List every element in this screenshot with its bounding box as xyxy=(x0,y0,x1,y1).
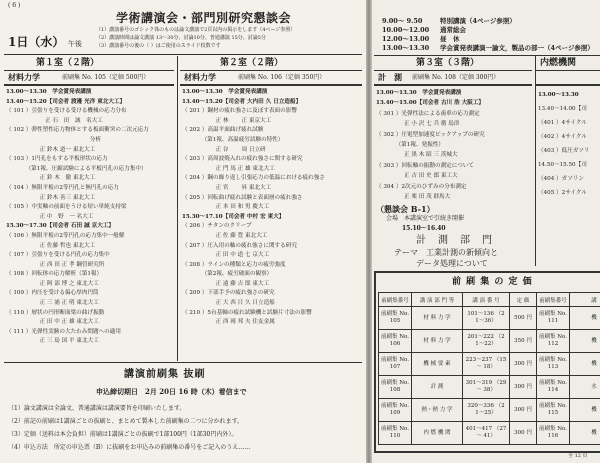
room-4-program xyxy=(538,88,600,200)
column-divider xyxy=(177,56,178,361)
divider xyxy=(374,70,532,71)
program-line: 正 門 馬 正 雄 東北大工 xyxy=(182,165,275,172)
program-line: 正 宮 昇 東北大工 xyxy=(182,184,272,191)
program-line: 分析 xyxy=(6,136,102,143)
footer-notes xyxy=(8,402,362,454)
program-line: （ 107 ）引張りを受ける円孔の応力集中 xyxy=(6,252,110,259)
price-table-cell: 350 円 xyxy=(510,330,537,353)
program-line: 正 中 野 一 名大工 xyxy=(6,213,94,220)
price-table-cell: 前刷集 No. 113 xyxy=(537,353,570,376)
program-line: （ 201 ）鋼材の疲れ強さに及ぼす表面の影響 xyxy=(182,108,297,115)
price-table-cell: 223〜237 （15 〜 18） xyxy=(463,353,510,376)
price-table-header-row xyxy=(379,293,600,307)
price-table-cell: 内 燃 機 関 xyxy=(412,422,463,445)
schedule-row xyxy=(382,17,598,26)
price-table-cell: 機 xyxy=(570,422,600,445)
price-table-cell: 300 円 xyxy=(510,399,537,422)
program-line: 正 阿 部 博 之 東北大工 xyxy=(6,280,99,287)
schedule-time: 12.00〜13.00 xyxy=(382,35,430,43)
right-page xyxy=(372,0,600,463)
divider xyxy=(536,84,600,86)
price-table-cell: 前刷集 No. 108 xyxy=(379,376,412,399)
price-table-cell: 300 円 xyxy=(510,353,537,376)
program-line: （第1報、発振性） xyxy=(376,141,444,148)
program-line: （405 ）2サイクル xyxy=(538,190,587,196)
divider xyxy=(374,55,600,56)
program-line: 正 西 田 正 孝 鋼管研究所 xyxy=(6,261,105,268)
price-table-cell: 前刷集 No. 115 xyxy=(537,399,570,422)
program-line: 正 佐 藤 豊 東北大工 xyxy=(182,232,268,239)
footer-note: （1）論文講演は全論文、普通講演は講演要旨を印刷いたします。 xyxy=(8,405,186,412)
price-table-cell: 機 xyxy=(570,330,600,353)
price-table-cell: 前刷集 No. 106 xyxy=(379,330,412,353)
program-line: 13.40〜15.20【司会者 大内田 久 日立造船】 xyxy=(182,98,302,105)
program-line: （ 303 ）回転軸の振動の測定について xyxy=(376,162,475,169)
price-table-cell: 前刷集 No. 112 xyxy=(537,330,570,353)
room-3-book: 前刷集 No. 108（定価 300円） xyxy=(412,74,500,81)
program-line: （ 302 ）圧電型加速度ピックアップの研究 xyxy=(376,131,485,138)
program-line: （ 110 ）層状の円形断面梁の曲げ振動 xyxy=(6,309,105,316)
session-date-suffix: 午後 xyxy=(68,40,82,48)
program-line: （ 109 ）内圧を受ける偏心厚肉円筒 xyxy=(6,290,99,297)
seminar-theme-line-2: データ処理について xyxy=(416,259,488,268)
price-table-cell: 材 料 力 学 xyxy=(412,307,463,330)
price-table-cell: 320〜336 （21〜25） xyxy=(463,399,510,422)
program-line: 13.40〜14.00【司 xyxy=(538,106,587,112)
program-line: 15.30〜17.10【司会者 中村 宏 東大】 xyxy=(182,213,285,220)
price-table-cell: 500 円 xyxy=(510,307,537,330)
program-line: 正 吉 田 史 郎 東工大 xyxy=(376,173,458,180)
divider xyxy=(374,84,532,86)
room-2-program xyxy=(182,88,362,328)
notes-block xyxy=(96,26,362,50)
program-line: （ 209 ）下部手予の疲れ強さの研究 xyxy=(182,290,275,297)
price-table-cell: 計 測 xyxy=(412,376,463,399)
program-line: 13.40〜15.20【司会者 渡邊 光洋 東北大工】 xyxy=(6,98,126,105)
price-table-cell: 101〜136 （21〜36） xyxy=(463,307,510,330)
price-table-row xyxy=(379,376,600,399)
program-line: 正 大 西 日 久 日立造船 xyxy=(182,300,275,307)
price-table-cell: 熱・熱 力 学 xyxy=(412,399,463,422)
program-line: （ 104 ）無限平板の2等円孔と無円孔の応力 xyxy=(6,184,119,191)
schedule-time: 9.00〜 9.50 xyxy=(382,17,423,25)
price-table-cell: 機 xyxy=(570,307,600,330)
program-line: 正 鈴 木 徹 東北大工 xyxy=(6,175,96,182)
divider xyxy=(4,70,174,71)
schedule-row xyxy=(382,26,598,35)
program-line: 正 佐藤 哲也 東北大工 xyxy=(6,242,96,249)
program-line: 13.00〜13.30 学会賞発表講演 xyxy=(6,89,92,95)
price-table-cell: 前刷集 No. 105 xyxy=(379,307,412,330)
price-table-cell: 301〜319 （29 〜 38） xyxy=(463,376,510,399)
program-line: （ 207 ）圧入用の軸の疲れ強さに関する研究 xyxy=(182,242,297,249)
program-line: （ 204 ）鋼の繰り返し引張応力の低温における疲れ強さ xyxy=(182,175,325,182)
program-line: （第2報、疲労破面の観察） xyxy=(182,271,273,278)
program-line: 正 鈴木 善三 東北大工 xyxy=(6,194,96,201)
program-line: 正 本 田 和 男 慶大工 xyxy=(182,204,270,211)
program-line: 正 谷 周 日立研 xyxy=(182,146,266,153)
divider xyxy=(4,84,174,86)
program-line: （ 108 ）回転体の応力解析（第1報） xyxy=(6,271,103,278)
schedule-row xyxy=(382,35,598,44)
program-line: （第1報、高温疲労試験の特性） xyxy=(182,136,284,143)
divider xyxy=(180,84,362,86)
seminar-title: （懇談会 B-1） xyxy=(376,204,435,214)
program-line: 15.30〜17.30【司会者 石田 誠 京大工】 xyxy=(6,223,114,230)
program-line: （ 203 ）高周波焼入れの疲れ強さに関する研究 xyxy=(182,156,303,163)
program-line: 13.00〜13.30 学会賞発表講演 xyxy=(182,89,268,95)
price-table-header: 講 xyxy=(570,293,600,307)
price-table-header: 前刷集番号 xyxy=(537,293,570,307)
program-line: 正 三 島 国 平 東北大工 xyxy=(6,338,99,345)
program-line: （403 ）低圧ガソリ xyxy=(538,148,590,154)
program-line: 正 黒 木 昭 三 茨城大 xyxy=(376,152,458,159)
price-table-cell: 機 xyxy=(570,399,600,422)
divider xyxy=(4,362,362,363)
schedule-label: 通常総会 xyxy=(440,26,466,34)
price-table-header: 定 価 xyxy=(510,293,537,307)
schedule-label: 昼 休 xyxy=(440,35,460,43)
program-line: 正 小 沢 七 兵 衛 島津 xyxy=(376,121,460,128)
seminar-room: 会場 本講演室で引続き開催 xyxy=(386,215,465,222)
price-table-cell: 水 xyxy=(570,376,600,399)
room-3-header: 第３室（３階） xyxy=(416,58,480,68)
price-table-header: 前刷集番号 xyxy=(379,293,412,307)
page-footer: 全 12 頁 xyxy=(568,453,588,459)
page-title: 学術講演会・部門別研究懇談会 xyxy=(116,11,292,25)
price-table-cell: 機 xyxy=(570,353,600,376)
program-line: 13.40〜15.00【司会者 古川 浩 大阪工】 xyxy=(376,100,484,107)
program-line: （第1報、圧縮試験による平板円孔の応力集中） xyxy=(6,165,147,172)
room-1-session: 材料力学 xyxy=(8,72,40,82)
note-line: （3）講演番号の後の（ ）はご使用のスライド枚数です xyxy=(96,43,221,49)
price-table-cell: 前刷集 No. 107 xyxy=(379,353,412,376)
price-table-row xyxy=(379,422,600,445)
price-table-cell: 401〜417 （27 〜 41） xyxy=(463,422,510,445)
program-line: （401 ）4サイクル xyxy=(538,120,587,126)
schedule-row xyxy=(382,44,598,53)
program-line: （ 206 ）チタンのクリープ xyxy=(182,223,252,230)
price-table-cell: 前刷集 No. 111 xyxy=(537,307,570,330)
seminar-time: 15.10〜16.40 xyxy=(402,225,446,232)
price-table-row xyxy=(379,307,600,330)
schedule-block xyxy=(382,17,598,53)
program-line: 13.00〜13.30 xyxy=(538,92,579,98)
program-line: 正 田 中 道 七 京大工 xyxy=(182,252,270,259)
seminar-department: 計 測 部 門 xyxy=(416,235,493,246)
divider xyxy=(180,70,362,71)
program-line: （ 202 ）高温平面曲げ疲れ試験 xyxy=(182,127,264,134)
price-table-cell: 前刷集 No. 109 xyxy=(379,399,412,422)
program-line: 正 林 正 東京大工 xyxy=(182,117,272,124)
program-line: （ 106 ）無限平板の2等円孔の応力集中一般解 xyxy=(6,232,125,239)
program-line: 正 鈴木 道一 東北大工 xyxy=(6,146,96,153)
price-table-cell: 機 械 要 素 xyxy=(412,353,463,376)
program-line: （ 105 ）中実軸の前面をうける短い単純支持梁 xyxy=(6,204,127,211)
note-line: （1）講演番号のゴシック体のものは論文講演で2頁以内の掲示をします（4ページ参照） xyxy=(96,27,296,33)
price-table-cell: 材 料 力 学 xyxy=(412,330,463,353)
program-line: （ 205 ）回転曲げ疲れ試験と表面層の疲れ強さ xyxy=(182,194,303,201)
footer-deadline: 申込締切期日 2月 20日 16 時（木）着信まで xyxy=(96,387,247,396)
price-table-row xyxy=(379,353,600,376)
seminar-theme-line-1: テーマ 工業計測の新傾向と xyxy=(394,248,498,257)
price-table-cell: 前刷集 No. 116 xyxy=(537,422,570,445)
program-line: 正 遠 藤 吉 郎 東大工 xyxy=(182,280,270,287)
program-line: 正 三 浦 正 明 東北大工 xyxy=(6,300,99,307)
room-1-book: 前刷集 No. 105（定価 500円） xyxy=(62,74,150,81)
program-line: （ 102 ）弾性塑性応力物体とする板面衝突の二次元応力 xyxy=(6,127,149,134)
price-table-cell: 300 円 xyxy=(510,422,537,445)
price-table-title: 前 刷 集 の 定 価 xyxy=(452,277,533,287)
program-line: 正 西 岡 邦 夫 住友金属 xyxy=(182,319,275,326)
divider xyxy=(536,70,600,71)
room-3-program xyxy=(376,88,532,202)
price-table-cell: 300 円 xyxy=(510,376,537,399)
schedule-time: 10.00〜12.00 xyxy=(382,26,430,34)
schedule-label: 学会賞発表講演一論文，製品の部一（4ページ参照） xyxy=(440,44,594,52)
program-line: （402 ）4サイクル xyxy=(538,134,587,140)
room-3-session: 計 測 xyxy=(378,72,402,82)
footer-heading: 講演前刷集 抜刷 xyxy=(124,369,206,380)
footer-note: （3）定価（送料は本会負担）前刷は1講演ごとの抜刷で1部100円（1部30円内外）。 xyxy=(8,431,238,438)
program-line: （ 208 ）ラインの種類と応力の疲労強度 xyxy=(182,261,286,268)
price-table-cell: 前刷集 No. 114 xyxy=(537,376,570,399)
program-line: （ 103 ）1円孔をもする平板形状の応力 xyxy=(6,156,108,163)
program-line: 13.00〜13.30 学会賞発表講演 xyxy=(376,90,462,96)
program-line: 正 栗 田 茂 群馬大 xyxy=(376,193,451,200)
program-line: （ 111 ）光弾性実験の大たわみ問題への適用 xyxy=(6,328,121,335)
session-date: 1日（水） xyxy=(8,35,65,49)
program-line: （ 101 ）引張りを受ける受ける機械の応力分布 xyxy=(6,108,127,115)
schedule-time: 13.00〜13.30 xyxy=(382,44,430,52)
price-table-cell: 201〜222 （21〜22） xyxy=(463,330,510,353)
price-table xyxy=(378,292,600,445)
program-line: 正 田 中 正 雄 東北大工 xyxy=(6,319,99,326)
price-table-header: 講 演 番 号 xyxy=(463,293,510,307)
page-number: ( 6 ) xyxy=(8,2,21,9)
room-1-program xyxy=(6,88,174,347)
divider xyxy=(4,54,362,55)
room-4-header: 内燃機関 xyxy=(540,58,577,68)
program-line: 14.50〜15.50【司 xyxy=(538,162,587,168)
column-divider xyxy=(535,56,536,266)
note-line: （2）講演時間は論文講演 13〜30分、討論10分、普通講演 15分、討論5分 xyxy=(96,35,266,41)
price-table-cell: 前刷集 No. 110 xyxy=(379,422,412,445)
price-table-header: 講 演 部 門 等 xyxy=(412,293,463,307)
price-table-row xyxy=(379,399,600,422)
footer-note: （4）申込方法 所定の申込票（B）に抜刷をお申込みの前刷集の番号をご記入のうえ…… xyxy=(8,444,251,451)
schedule-label: 特別講演（4ページ参照） xyxy=(440,17,516,25)
program-line: （ 301 ）光弾性法による歯車の応力測定 xyxy=(376,110,480,117)
room-2-header: 第２室（２階） xyxy=(220,58,284,68)
price-table-grid xyxy=(378,292,600,445)
room-2-session: 材料力学 xyxy=(184,72,216,82)
program-line: （404 ）ガソリン xyxy=(538,176,585,182)
room-1-header: 第１室（２階） xyxy=(36,58,100,68)
room-2-book: 前刷集 No. 106（定価 350円） xyxy=(238,74,326,81)
program-line: （ 304 ）2次元のひずみの分布測定 xyxy=(376,183,467,190)
program-line: 正 石 田 誠 名大工 xyxy=(6,117,103,124)
footer-note: （2）前記の前刷は1講演ごとの抜刷と、まとめて製本した前刷集の二つに分かれます。 xyxy=(8,418,244,425)
program-line: （ 210 ）5台基軸の疲れ試験機と試験片寸法の影響 xyxy=(182,309,312,316)
price-table-row xyxy=(379,330,600,353)
